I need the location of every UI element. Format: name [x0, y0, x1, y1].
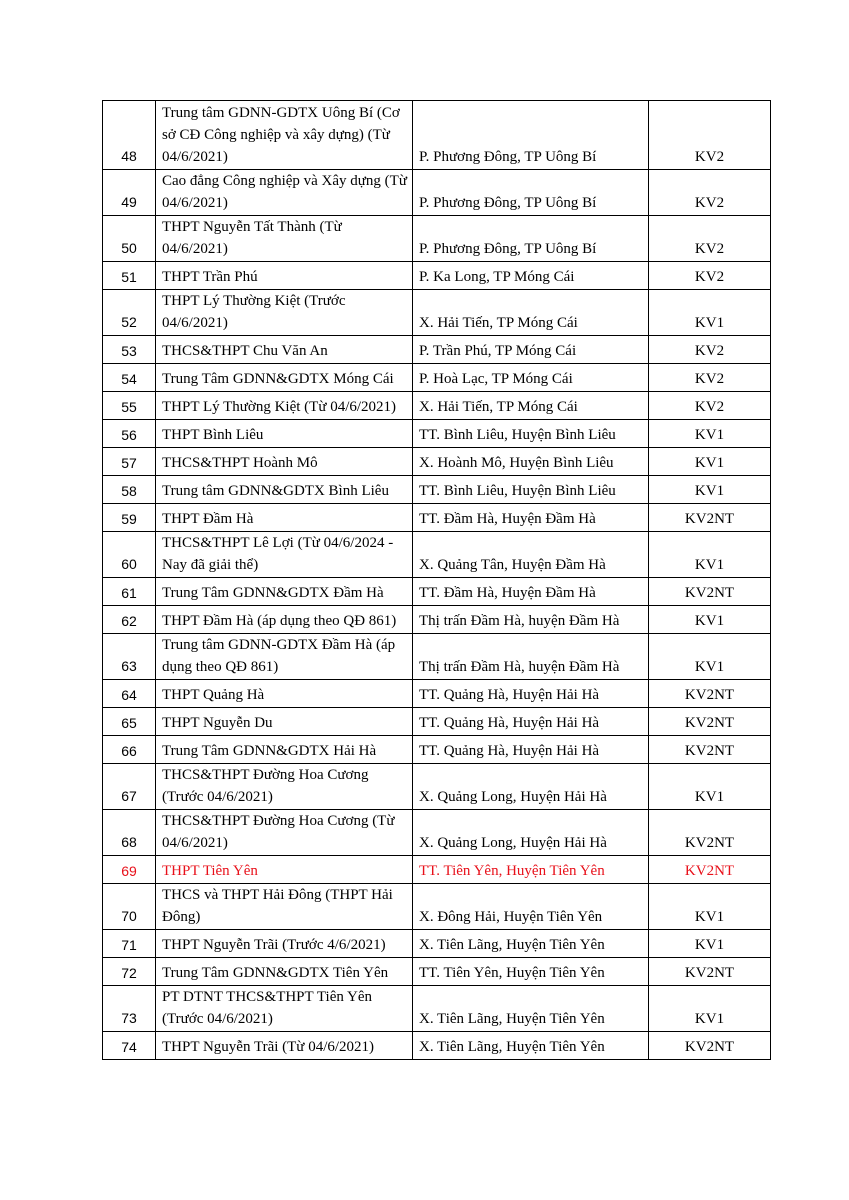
row-number-cell: 67 [103, 764, 156, 810]
address-cell: P. Trần Phú, TP Móng Cái [413, 336, 649, 364]
school-name-cell: PT DTNT THCS&THPT Tiên Yên (Trước 04/6/2021) [156, 986, 413, 1032]
table-row [103, 634, 771, 680]
row-number-cell: 63 [103, 634, 156, 680]
row-number-cell: 69 [103, 856, 156, 884]
row-number-cell: 53 [103, 336, 156, 364]
school-name-cell: THCS&THPT Đường Hoa Cương (Trước 04/6/2021) [156, 764, 413, 810]
address-cell: X. Quảng Long, Huyện Hải Hà [413, 764, 649, 810]
area-code-cell: KV2 [649, 101, 771, 170]
school-name-cell: THPT Trần Phú [156, 262, 413, 290]
table-row [103, 680, 771, 708]
table-row [103, 364, 771, 392]
row-number-cell: 65 [103, 708, 156, 736]
address-cell: P. Hoà Lạc, TP Móng Cái [413, 364, 649, 392]
address-cell: TT. Bình Liêu, Huyện Bình Liêu [413, 476, 649, 504]
area-code-cell: KV2NT [649, 578, 771, 606]
row-number-cell: 74 [103, 1032, 156, 1060]
area-code-cell: KV2NT [649, 504, 771, 532]
table-row [103, 532, 771, 578]
row-number-cell: 62 [103, 606, 156, 634]
area-code-cell: KV2NT [649, 680, 771, 708]
row-number-cell: 73 [103, 986, 156, 1032]
row-number-cell: 58 [103, 476, 156, 504]
row-number-cell: 68 [103, 810, 156, 856]
school-name-cell: Trung Tâm GDNN&GDTX Hải Hà [156, 736, 413, 764]
table-row [103, 290, 771, 336]
address-cell: TT. Đầm Hà, Huyện Đầm Hà [413, 578, 649, 606]
address-cell: P. Ka Long, TP Móng Cái [413, 262, 649, 290]
table-row [103, 736, 771, 764]
area-code-cell: KV1 [649, 634, 771, 680]
table-row [103, 764, 771, 810]
address-cell: X. Đông Hải, Huyện Tiên Yên [413, 884, 649, 930]
school-name-cell: THPT Nguyễn Tất Thành (Từ 04/6/2021) [156, 216, 413, 262]
address-cell: Thị trấn Đầm Hà, huyện Đầm Hà [413, 606, 649, 634]
area-code-cell: KV1 [649, 290, 771, 336]
address-cell: X. Tiên Lãng, Huyện Tiên Yên [413, 1032, 649, 1060]
area-code-cell: KV1 [649, 532, 771, 578]
address-cell: X. Tiên Lãng, Huyện Tiên Yên [413, 986, 649, 1032]
address-cell: X. Quảng Tân, Huyện Đầm Hà [413, 532, 649, 578]
area-code-cell: KV2 [649, 364, 771, 392]
table-row [103, 101, 771, 170]
address-cell: Thị trấn Đầm Hà, huyện Đầm Hà [413, 634, 649, 680]
school-name-cell: Trung tâm GDNN-GDTX Đầm Hà (áp dụng theo QĐ 861) [156, 634, 413, 680]
school-name-cell: THPT Lý Thường Kiệt (Từ 04/6/2021) [156, 392, 413, 420]
row-number-cell: 60 [103, 532, 156, 578]
area-code-cell: KV1 [649, 448, 771, 476]
row-number-cell: 49 [103, 170, 156, 216]
row-number-cell: 66 [103, 736, 156, 764]
school-name-cell: THPT Bình Liêu [156, 420, 413, 448]
area-code-cell: KV1 [649, 930, 771, 958]
address-cell: TT. Quảng Hà, Huyện Hải Hà [413, 680, 649, 708]
table-row [103, 1032, 771, 1060]
row-number-cell: 56 [103, 420, 156, 448]
area-code-cell: KV2 [649, 262, 771, 290]
school-name-cell: Trung tâm GDNN-GDTX Uông Bí (Cơ sở CĐ Công nghiệp và xây dựng) (Từ 04/6/2021) [156, 101, 413, 170]
school-name-cell: THPT Tiên Yên [156, 856, 413, 884]
school-name-cell: THCS&THPT Đường Hoa Cương (Từ 04/6/2021) [156, 810, 413, 856]
table-row [103, 578, 771, 606]
row-number-cell: 55 [103, 392, 156, 420]
area-code-cell: KV2NT [649, 810, 771, 856]
school-name-cell: THCS&THPT Hoành Mô [156, 448, 413, 476]
table-row [103, 262, 771, 290]
table-row [103, 856, 771, 884]
area-code-cell: KV1 [649, 764, 771, 810]
area-code-cell: KV2NT [649, 1032, 771, 1060]
area-code-cell: KV2NT [649, 708, 771, 736]
table-row [103, 336, 771, 364]
school-name-cell: THPT Nguyễn Trãi (Trước 4/6/2021) [156, 930, 413, 958]
row-number-cell: 61 [103, 578, 156, 606]
table-row [103, 392, 771, 420]
address-cell: TT. Tiên Yên, Huyện Tiên Yên [413, 958, 649, 986]
table-row [103, 216, 771, 262]
school-name-cell: THCS&THPT Lê Lợi (Từ 04/6/2024 - Nay đã giải thể) [156, 532, 413, 578]
row-number-cell: 64 [103, 680, 156, 708]
school-name-cell: Trung Tâm GDNN&GDTX Tiên Yên [156, 958, 413, 986]
row-number-cell: 50 [103, 216, 156, 262]
table-row [103, 504, 771, 532]
table-row [103, 448, 771, 476]
address-cell: P. Phương Đông, TP Uông Bí [413, 101, 649, 170]
row-number-cell: 57 [103, 448, 156, 476]
school-name-cell: THCS&THPT Chu Văn An [156, 336, 413, 364]
row-number-cell: 52 [103, 290, 156, 336]
area-code-cell: KV2 [649, 170, 771, 216]
table-row [103, 958, 771, 986]
table-body [103, 101, 771, 1060]
address-cell: TT. Đầm Hà, Huyện Đầm Hà [413, 504, 649, 532]
table-row [103, 884, 771, 930]
table-row [103, 986, 771, 1032]
school-name-cell: THPT Đầm Hà [156, 504, 413, 532]
school-name-cell: Cao đẳng Công nghiệp và Xây dựng (Từ 04/6/2021) [156, 170, 413, 216]
table-row [103, 810, 771, 856]
school-name-cell: THPT Nguyễn Trãi (Từ 04/6/2021) [156, 1032, 413, 1060]
area-code-cell: KV2 [649, 216, 771, 262]
address-cell: TT. Quảng Hà, Huyện Hải Hà [413, 708, 649, 736]
school-name-cell: THPT Quảng Hà [156, 680, 413, 708]
address-cell: P. Phương Đông, TP Uông Bí [413, 170, 649, 216]
table-row [103, 476, 771, 504]
area-code-cell: KV1 [649, 884, 771, 930]
table-row [103, 708, 771, 736]
table-row [103, 170, 771, 216]
school-name-cell: THPT Đầm Hà (áp dụng theo QĐ 861) [156, 606, 413, 634]
address-cell: TT. Tiên Yên, Huyện Tiên Yên [413, 856, 649, 884]
table-row [103, 420, 771, 448]
address-cell: X. Hoành Mô, Huyện Bình Liêu [413, 448, 649, 476]
address-cell: X. Quảng Long, Huyện Hải Hà [413, 810, 649, 856]
row-number-cell: 59 [103, 504, 156, 532]
school-name-cell: THPT Lý Thường Kiệt (Trước 04/6/2021) [156, 290, 413, 336]
row-number-cell: 71 [103, 930, 156, 958]
address-cell: X. Hải Tiến, TP Móng Cái [413, 290, 649, 336]
school-name-cell: Trung tâm GDNN&GDTX Bình Liêu [156, 476, 413, 504]
area-code-cell: KV1 [649, 606, 771, 634]
school-area-table [102, 100, 771, 1060]
row-number-cell: 72 [103, 958, 156, 986]
address-cell: X. Hải Tiến, TP Móng Cái [413, 392, 649, 420]
area-code-cell: KV1 [649, 420, 771, 448]
school-name-cell: THCS và THPT Hải Đông (THPT Hải Đông) [156, 884, 413, 930]
area-code-cell: KV2NT [649, 856, 771, 884]
area-code-cell: KV2 [649, 336, 771, 364]
address-cell: P. Phương Đông, TP Uông Bí [413, 216, 649, 262]
row-number-cell: 48 [103, 101, 156, 170]
table-row [103, 930, 771, 958]
area-code-cell: KV2NT [649, 736, 771, 764]
table-row [103, 606, 771, 634]
area-code-cell: KV1 [649, 476, 771, 504]
address-cell: X. Tiên Lãng, Huyện Tiên Yên [413, 930, 649, 958]
school-name-cell: THPT Nguyễn Du [156, 708, 413, 736]
address-cell: TT. Quảng Hà, Huyện Hải Hà [413, 736, 649, 764]
school-name-cell: Trung Tâm GDNN&GDTX Móng Cái [156, 364, 413, 392]
address-cell: TT. Bình Liêu, Huyện Bình Liêu [413, 420, 649, 448]
row-number-cell: 54 [103, 364, 156, 392]
school-name-cell: Trung Tâm GDNN&GDTX Đầm Hà [156, 578, 413, 606]
row-number-cell: 70 [103, 884, 156, 930]
row-number-cell: 51 [103, 262, 156, 290]
area-code-cell: KV2 [649, 392, 771, 420]
area-code-cell: KV2NT [649, 958, 771, 986]
area-code-cell: KV1 [649, 986, 771, 1032]
